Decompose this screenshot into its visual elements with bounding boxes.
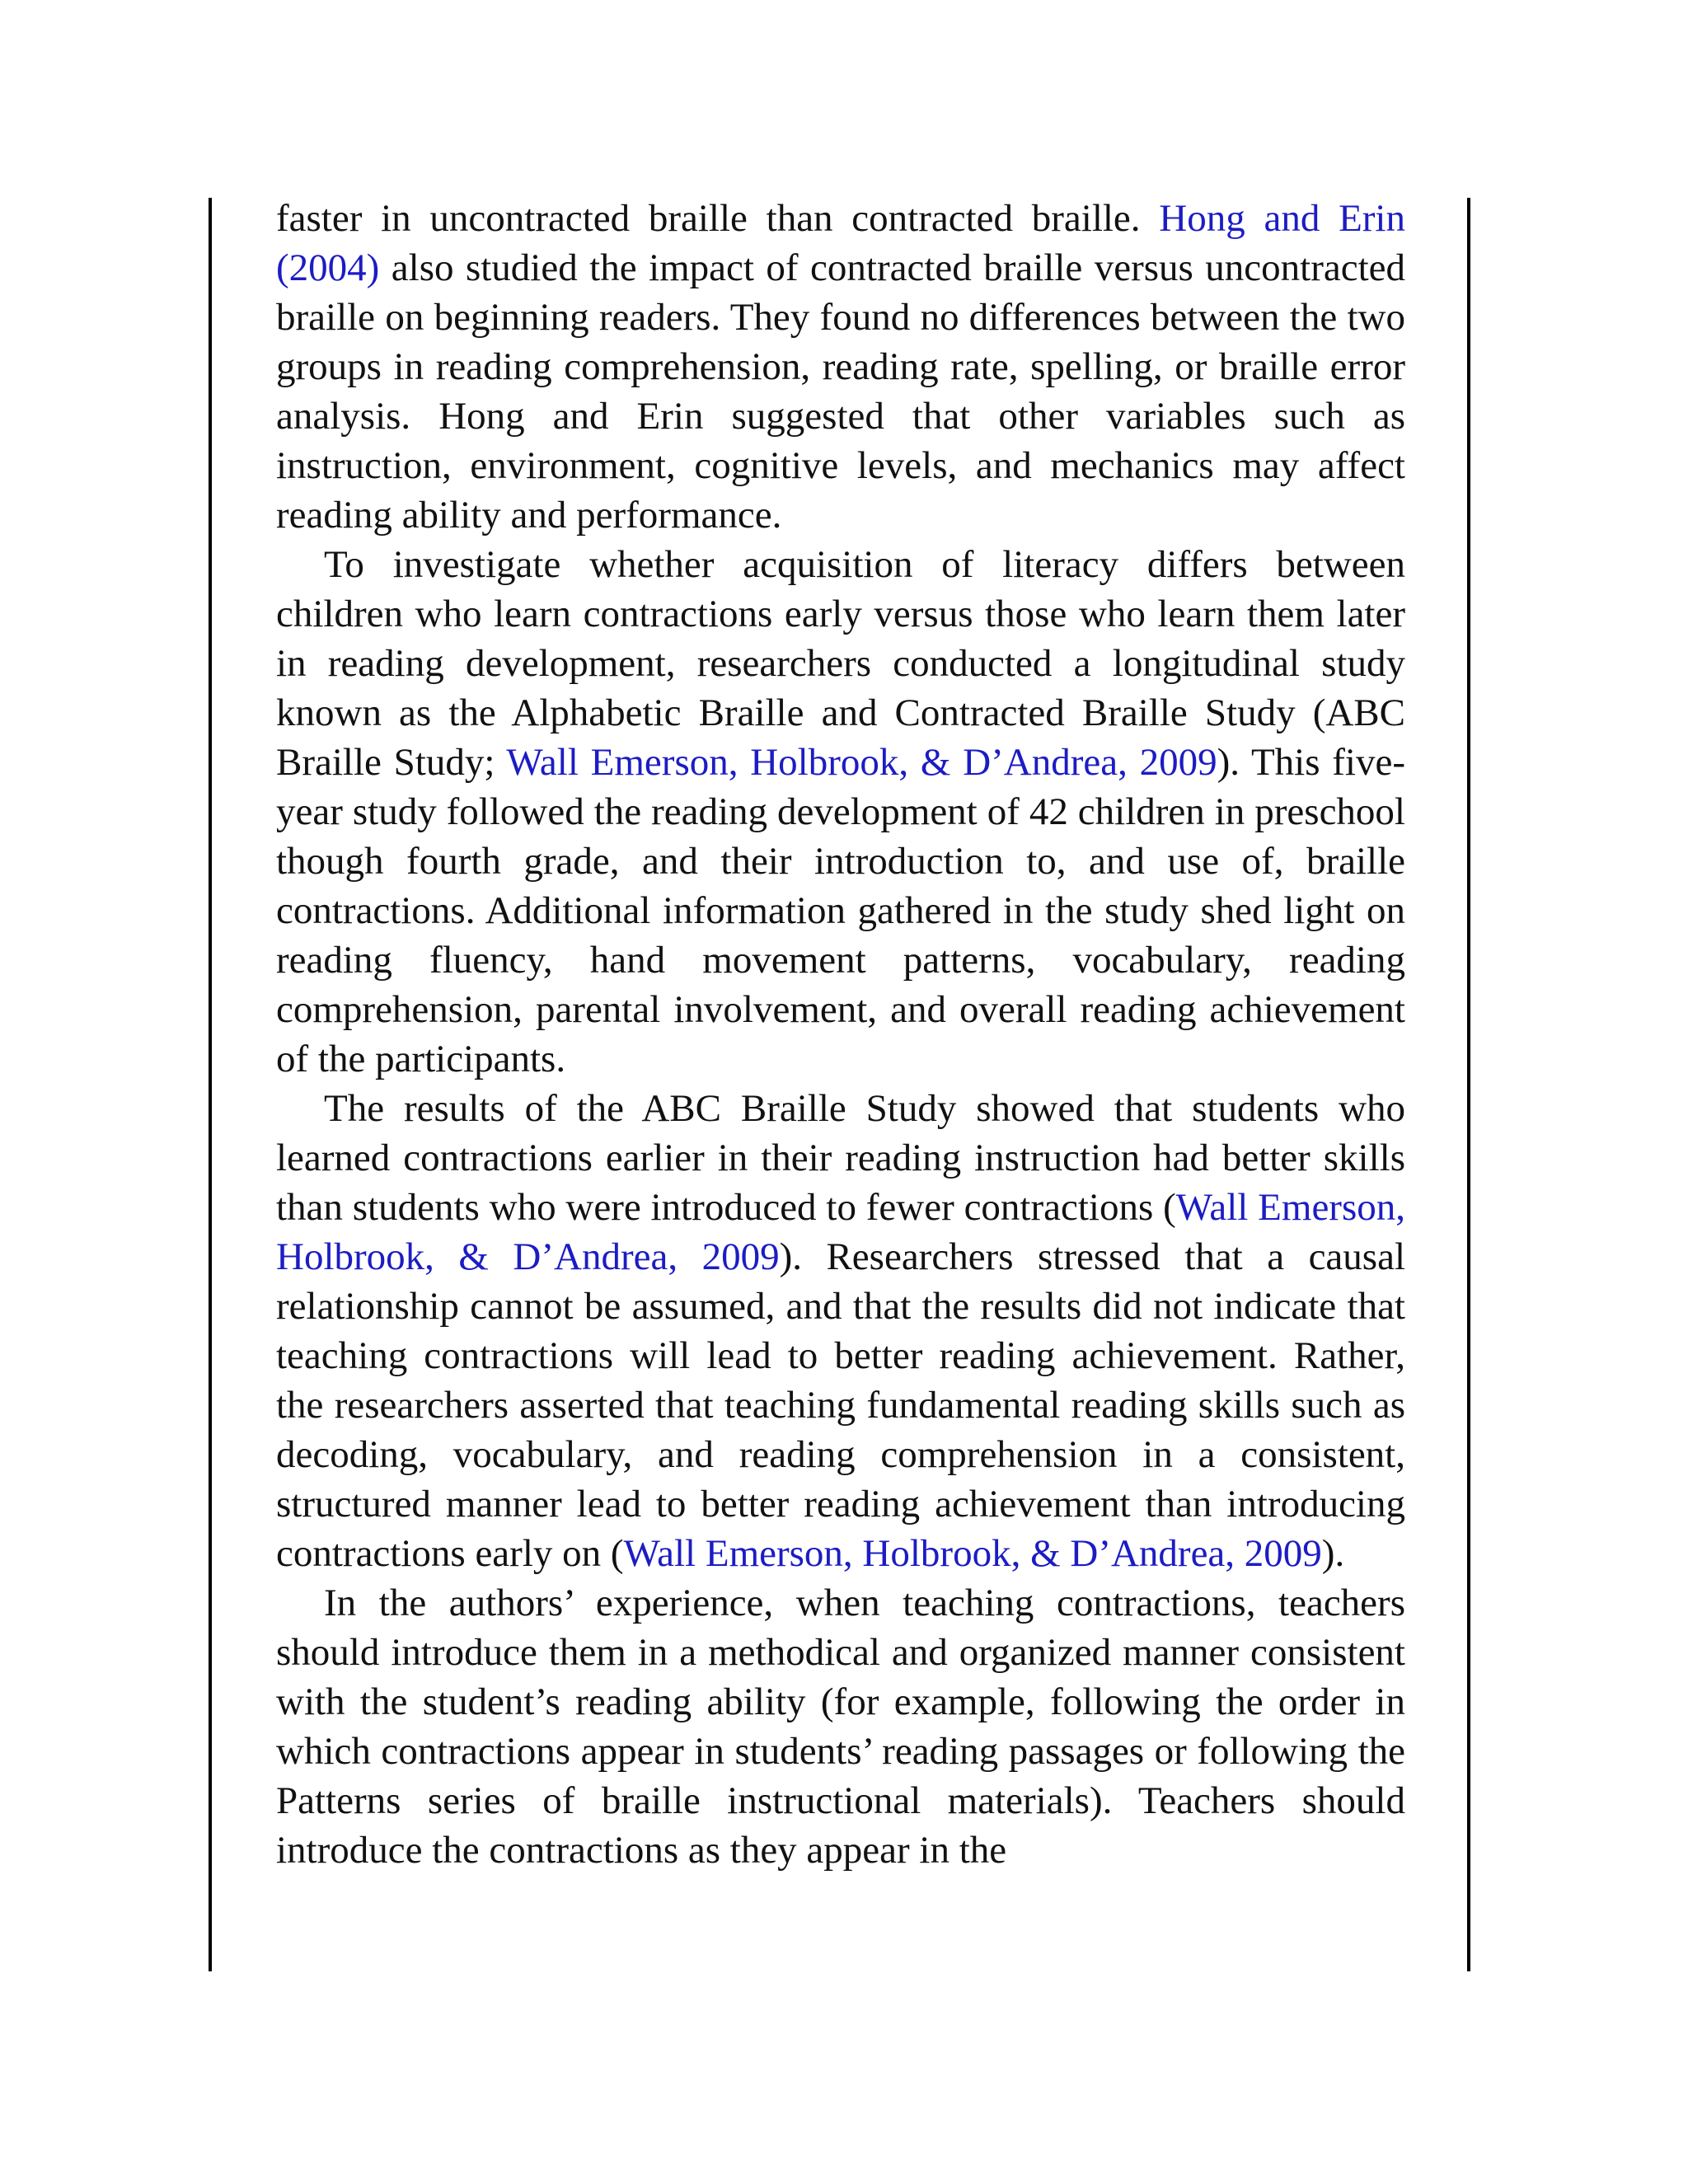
citation-link[interactable]: Hong and Erin (2004) [276,197,1405,289]
paragraph-text: The results of the ABC Braille Study showed that students who learned contractions earlier in their reading instruction had better skills than students who were introduced to fewer contractions ( [276,1087,1405,1229]
paragraph-text: In the authors’ experience, when teaching contractions, teachers should introduce them in a methodical and organized manner consistent with the student’s reading ability (for example, following the order in which contractions appear in students’ reading passages or following the Patterns series of braille instructional materials). Teachers should introduce the contractions as they appear in the [276,1582,1405,1872]
left-margin-rule [209,198,212,1971]
paragraph-2 [276,540,1405,1084]
citation-link[interactable]: Wall Emerson, Holbrook, & D’Andrea, 2009 [623,1532,1322,1575]
paragraph-text: To investigate whether acquisition of literacy differs between children who learn contractions early versus those who learn them later in reading development, researchers conducted a longitudinal study known as the Alphabetic Braille and Contracted Braille Study (ABC Braille Study; [276,543,1405,784]
paragraph-text: faster in uncontracted braille than contracted braille. [276,197,1160,240]
right-margin-rule [1467,198,1470,1971]
paragraph-4 [276,1578,1405,1875]
paragraph-text: also studied the impact of contracted braille versus uncontracted braille on beginning readers. They found no differences between the two groups in reading comprehension, reading rate, spelling, or braille error analysis. Hong and Erin suggested that other variables such as instruction, environment, cognitive levels, and mechanics may affect reading ability and performance. [276,246,1405,537]
citation-link[interactable]: Wall Emerson, Holbrook, & D’Andrea, 2009 [276,1186,1405,1278]
citation-link[interactable]: Wall Emerson, Holbrook, & D’Andrea, 2009 [506,741,1217,784]
paragraph-3 [276,1084,1405,1578]
body-text-column [276,194,1405,1875]
paragraph-1 [276,194,1405,540]
paragraph-text: ). [1321,1532,1345,1575]
paragraph-text: ). This five-year study followed the reading development of 42 children in preschool though fourth grade, and their introduction to, and use of, braille contractions. Additional information gathered in the study shed light on reading fluency, hand movement patterns, vocabulary, reading comprehension, parental involvement, and overall reading achievement of the participants. [276,741,1405,1080]
paragraph-text: ). Researchers stressed that a causal relationship cannot be assumed, and that the results did not indicate that teaching contractions will lead to better reading achievement. Rather, the researchers asserted that teaching fundamental reading skills such as decoding, vocabulary, and reading comprehension in a consistent, structured manner lead to better reading achievement than introducing contractions early on ( [276,1235,1405,1575]
